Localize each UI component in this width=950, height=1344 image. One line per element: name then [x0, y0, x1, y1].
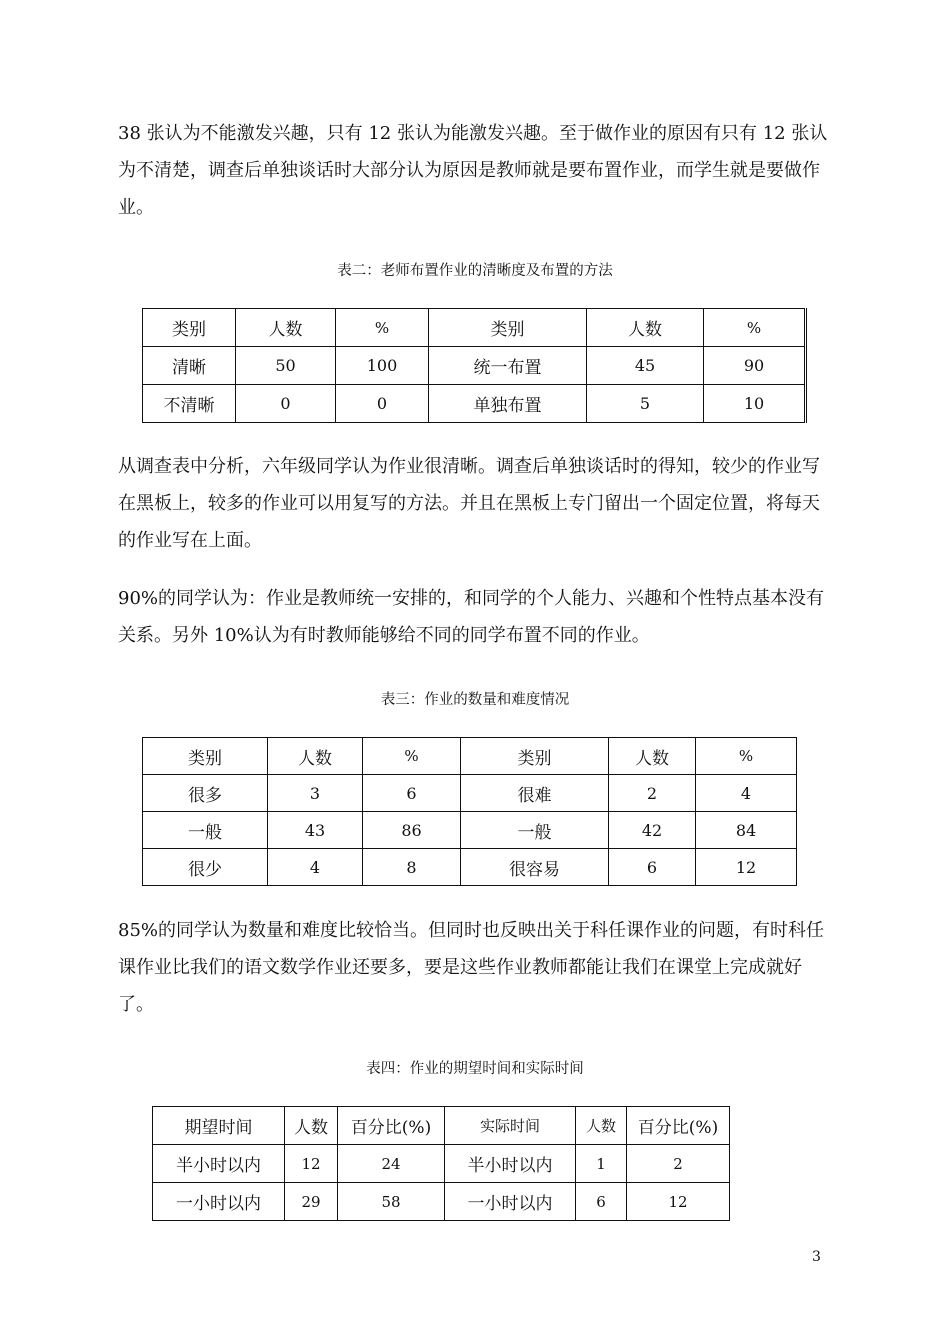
table-cell: 6 — [363, 775, 461, 812]
table-cell: 很多 — [143, 775, 268, 812]
table-row — [153, 1183, 730, 1221]
table-2 — [142, 308, 807, 423]
table-cell: 单独布置 — [429, 385, 587, 423]
table-cell: 12 — [627, 1183, 730, 1221]
header-cell: 期望时间 — [153, 1107, 285, 1145]
table-cell: 10 — [704, 385, 806, 423]
table-row — [143, 849, 797, 886]
table-cell: 0 — [336, 385, 429, 423]
table-cell: 6 — [609, 849, 696, 886]
header-cell: 人数 — [285, 1107, 338, 1145]
header-cell: % — [696, 738, 797, 775]
table-cell: 一小时以内 — [153, 1183, 285, 1221]
table-cell: 一般 — [143, 812, 268, 849]
paragraph-2: 从调查表中分析，六年级同学认为作业很清晰。调查后单独谈话时的得知，较少的作业写在黑板上，较多的作业可以用复写的方法。并且在黑板上专门留出一个固定位置，将每天的作业写在上面。 — [118, 456, 820, 551]
table-row — [153, 1107, 730, 1145]
table-3 — [142, 737, 797, 886]
table-cell: 3 — [268, 775, 363, 812]
table-cell: 43 — [268, 812, 363, 849]
table-row — [143, 775, 797, 812]
table-cell: 42 — [609, 812, 696, 849]
table-cell: 统一布置 — [429, 347, 587, 385]
table-cell: 半小时以内 — [153, 1145, 285, 1183]
table-row — [153, 1145, 730, 1183]
header-cell: 百分比(%) — [627, 1107, 730, 1145]
table-row — [143, 385, 806, 423]
header-cell: 人数 — [268, 738, 363, 775]
table-row — [143, 738, 797, 775]
table-cell: 5 — [587, 385, 704, 423]
paragraph-3: 90%的同学认为：作业是教师统一安排的，和同学的个人能力、兴趣和个性特点基本没有关系。另外 10%认为有时教师能够给不同的同学布置不同的作业。 — [118, 588, 825, 646]
table-cell: 1 — [576, 1145, 627, 1183]
table-cell: 86 — [363, 812, 461, 849]
table-cell: 很容易 — [461, 849, 609, 886]
table-cell: 24 — [338, 1145, 445, 1183]
table-cell: 很少 — [143, 849, 268, 886]
table-cell: 0 — [236, 385, 336, 423]
header-cell: 人数 — [236, 309, 336, 347]
header-cell: % — [336, 309, 429, 347]
table-cell: 一小时以内 — [445, 1183, 576, 1221]
header-cell: % — [704, 309, 806, 347]
header-cell: 人数 — [609, 738, 696, 775]
table-cell: 2 — [609, 775, 696, 812]
table-cell: 清晰 — [143, 347, 236, 385]
table-cell: 4 — [268, 849, 363, 886]
page-number: 3 — [812, 1249, 821, 1265]
header-cell: % — [363, 738, 461, 775]
table-cell: 50 — [236, 347, 336, 385]
paragraph-1: 38 张认为不能激发兴趣，只有 12 张认为能激发兴趣。至于做作业的原因有只有 12 张认为不清楚，调查后单独谈话时大部分认为原因是教师就是要布置作业，而学生就是要做作业。 — [118, 123, 828, 218]
table-cell: 12 — [696, 849, 797, 886]
table-cell: 45 — [587, 347, 704, 385]
table-cell: 29 — [285, 1183, 338, 1221]
header-cell: 类别 — [143, 738, 268, 775]
table-3-caption: 表三：作业的数量和难度情况 — [380, 692, 570, 708]
table-cell: 不清晰 — [143, 385, 236, 423]
table-cell: 6 — [576, 1183, 627, 1221]
table-cell: 58 — [338, 1183, 445, 1221]
table-row — [143, 309, 806, 347]
table-4 — [152, 1106, 730, 1221]
table-cell: 90 — [704, 347, 806, 385]
table-cell: 84 — [696, 812, 797, 849]
table-cell: 2 — [627, 1145, 730, 1183]
table-cell: 4 — [696, 775, 797, 812]
table-cell: 一般 — [461, 812, 609, 849]
table-cell: 半小时以内 — [445, 1145, 576, 1183]
table-cell: 8 — [363, 849, 461, 886]
header-cell: 人数 — [587, 309, 704, 347]
header-cell: 实际时间 — [445, 1107, 576, 1145]
table-cell: 12 — [285, 1145, 338, 1183]
header-cell: 类别 — [143, 309, 236, 347]
header-cell: 人数 — [576, 1107, 627, 1145]
table-cell: 很难 — [461, 775, 609, 812]
table-2-caption: 表二：老师布置作业的清晰度及布置的方法 — [337, 263, 613, 279]
header-cell: 类别 — [429, 309, 587, 347]
table-4-caption: 表四：作业的期望时间和实际时间 — [366, 1061, 584, 1077]
table-row — [143, 347, 806, 385]
table-cell: 100 — [336, 347, 429, 385]
paragraph-4: 85%的同学认为数量和难度比较恰当。但同时也反映出关于科任课作业的问题，有时科任课作业比我们的语文数学作业还要多，要是这些作业教师都能让我们在课堂上完成就好了。 — [118, 920, 825, 1015]
table-row — [143, 812, 797, 849]
header-cell: 类别 — [461, 738, 609, 775]
header-cell: 百分比(%) — [338, 1107, 445, 1145]
